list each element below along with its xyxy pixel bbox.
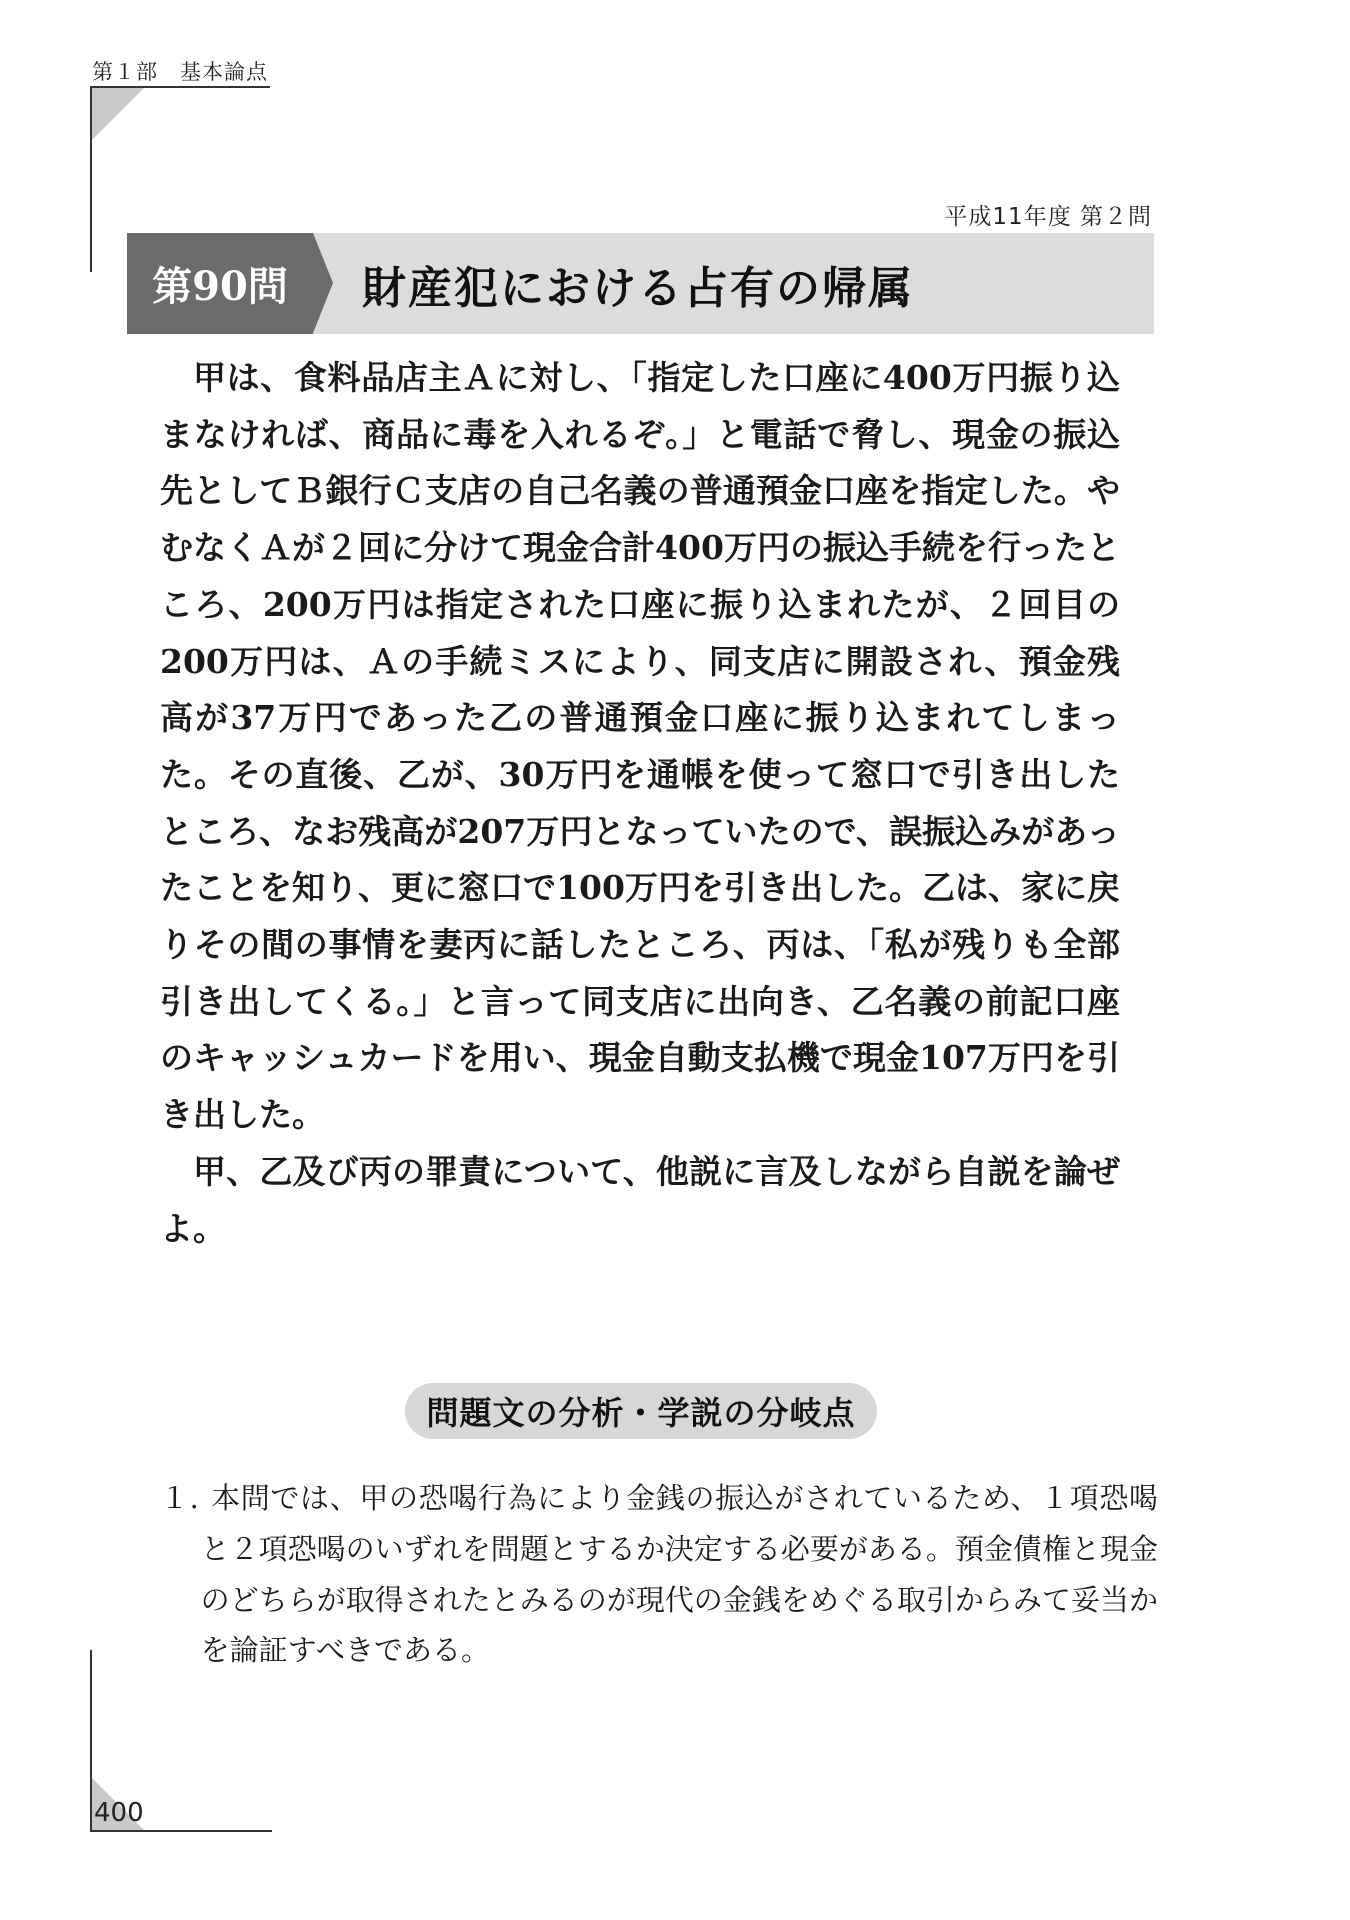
problem-paragraph: 甲は、食料品店主Ａに対し、「指定した口座に400万円振り込まなければ、商品に毒を入れるぞ。」と電話で脅し、現金の振込先としてＢ銀行Ｃ支店の自己名義の普通預金口座を指定した。やむなくＡが２回に分けて現金合計400万円の振込手続を行ったところ、200万円は指定された口座に振り込まれたが、２回目の200万円は、Ａの手続ミスにより、同支店に開設され、預金残高が37万円であった乙の普通預金口座に振り込まれてしまった。その直後、乙が、30万円を通帳を使って窓口で引き出したところ、なお残高が207万円となっていたので、誤振込みがあったことを知り、更に窓口で100万円を引き出した。乙は、家に戻りその間の事情を妻丙に話したところ、丙は、「私が残りも全部引き出してくる。」と言って同支店に出向き、乙名義の前記口座のキャッシュカードを用い、現金自動支払機で現金107万円を引き出した。 (160, 358, 1121, 1135)
corner-triangle-top (92, 88, 144, 140)
page-number: 400 (94, 1798, 144, 1828)
footer-rule (90, 1830, 272, 1832)
analysis-item-number: １. (160, 1481, 199, 1515)
analysis-item-text: 本問では、甲の恐喝行為により金銭の振込がされているため、１項恐喝と２項恐喝のいずれを問題とするか決定する必要がある。預金債権と現金のどちらが取得されたとみるのが現代の金銭をめぐる取引からみて妥当かを論証すべきである。 (200, 1481, 1159, 1668)
badge-arrow (313, 233, 333, 333)
analysis-item (160, 1473, 1158, 1676)
problem-paragraph: 甲、乙及び丙の罪責について、他説に言及しながら自説を論ぜよ。 (160, 1151, 1120, 1248)
question-title: 財産犯における占有の帰属 (362, 262, 914, 314)
analysis-heading: 問題文の分析・学説の分岐点 (405, 1383, 877, 1439)
question-number: 第90問 (152, 263, 288, 310)
question-source: 平成11年度 第２問 (944, 204, 1152, 230)
problem-text (160, 350, 1120, 1257)
running-head: 第１部 基本論点 (92, 60, 268, 84)
analysis-body (160, 1473, 1158, 1676)
